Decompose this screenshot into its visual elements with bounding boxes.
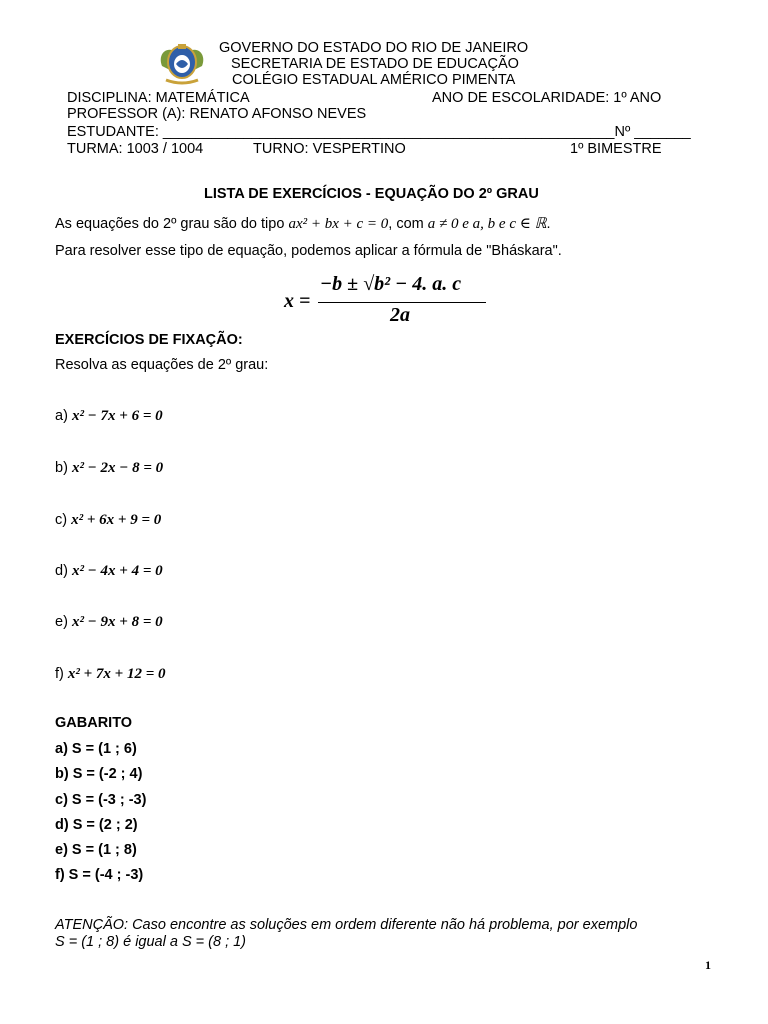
intro-line-2: Para resolver esse tipo de equação, podemos aplicar a fórmula de "Bháskara". <box>55 243 562 259</box>
exercises-heading: EXERCÍCIOS DE FIXAÇÃO: <box>55 332 243 348</box>
header-term: 1º BIMESTRE <box>570 141 662 157</box>
header-shift: TURNO: VESPERTINO <box>253 141 406 157</box>
formula-denominator: 2a <box>390 304 410 326</box>
exercise-label: c) <box>55 512 68 528</box>
intro-line-1 <box>55 214 551 233</box>
formula-fraction-bar <box>318 302 486 303</box>
exercise-equation: x² − 2x − 8 = 0 <box>71 460 164 476</box>
exercise-equation: x² − 7x + 6 = 0 <box>71 408 163 424</box>
answer-item: d) S = (2 ; 2) <box>55 817 138 833</box>
header-secretariat: SECRETARIA DE ESTADO DE EDUCAÇÃO <box>231 56 519 72</box>
header-discipline: DISCIPLINA: MATEMÁTICA <box>67 90 250 106</box>
answer-item: c) S = (-3 ; -3) <box>55 792 147 808</box>
exercise-label: f) <box>55 666 64 682</box>
general-form-formula: ax² + bx + c = 0 <box>288 216 389 232</box>
answer-item: f) S = (-4 ; -3) <box>55 867 144 883</box>
exercise-equation: x² − 4x + 4 = 0 <box>71 563 163 579</box>
header-student-field[interactable]: ESTUDANTE: ________________________________________________________Nº _______ <box>67 124 691 140</box>
exercise-item <box>55 563 163 580</box>
exercise-equation: x² − 9x + 8 = 0 <box>71 614 163 630</box>
exercise-item <box>55 460 163 477</box>
exercise-label: e) <box>55 614 68 630</box>
answer-item: e) S = (1 ; 8) <box>55 842 137 858</box>
header-class: TURMA: 1003 / 1004 <box>67 141 204 157</box>
exercise-item <box>55 512 161 529</box>
answer-item: b) S = (-2 ; 4) <box>55 766 143 782</box>
intro-prefix: As equações do 2º grau são do tipo <box>55 216 285 232</box>
exercise-item <box>55 614 163 631</box>
formula-numerator: −b ± √b² − 4. a. c <box>320 273 462 295</box>
page-title: LISTA DE EXERCÍCIOS - EQUAÇÃO DO 2º GRAU <box>204 186 539 202</box>
answer-item: a) S = (1 ; 6) <box>55 741 137 757</box>
attention-note-line-2: S = (1 ; 8) é igual a S = (8 ; 1) <box>55 934 247 950</box>
exercise-label: d) <box>55 563 68 579</box>
coefficient-condition: a ≠ 0 e a, b e c ∈ ℝ <box>427 216 547 232</box>
formula-lhs: x = <box>284 290 311 312</box>
exercise-item <box>55 666 166 683</box>
intro-mid: , com <box>388 216 424 232</box>
header-government: GOVERNO DO ESTADO DO RIO DE JANEIRO <box>219 40 529 56</box>
exercise-equation: x² + 6x + 9 = 0 <box>71 512 162 528</box>
header-teacher: PROFESSOR (A): RENATO AFONSO NEVES <box>67 106 367 122</box>
exercises-instruction: Resolva as equações de 2º grau: <box>55 357 269 373</box>
state-coat-of-arms-logo <box>156 42 208 86</box>
exercise-equation: x² + 7x + 12 = 0 <box>67 666 166 682</box>
header-school-year: ANO DE ESCOLARIDADE: 1º ANO <box>432 90 662 106</box>
exercise-label: b) <box>55 460 68 476</box>
answer-key-heading: GABARITO <box>55 715 133 731</box>
exercise-item <box>55 408 163 425</box>
page-number: 1 <box>705 958 711 972</box>
attention-note-line-1: ATENÇÃO: Caso encontre as soluções em ordem diferente não há problema, por exemplo <box>55 917 638 933</box>
header-school: COLÉGIO ESTADUAL AMÉRICO PIMENTA <box>232 72 516 88</box>
exercise-label: a) <box>55 408 68 424</box>
intro-end: . <box>546 216 551 232</box>
